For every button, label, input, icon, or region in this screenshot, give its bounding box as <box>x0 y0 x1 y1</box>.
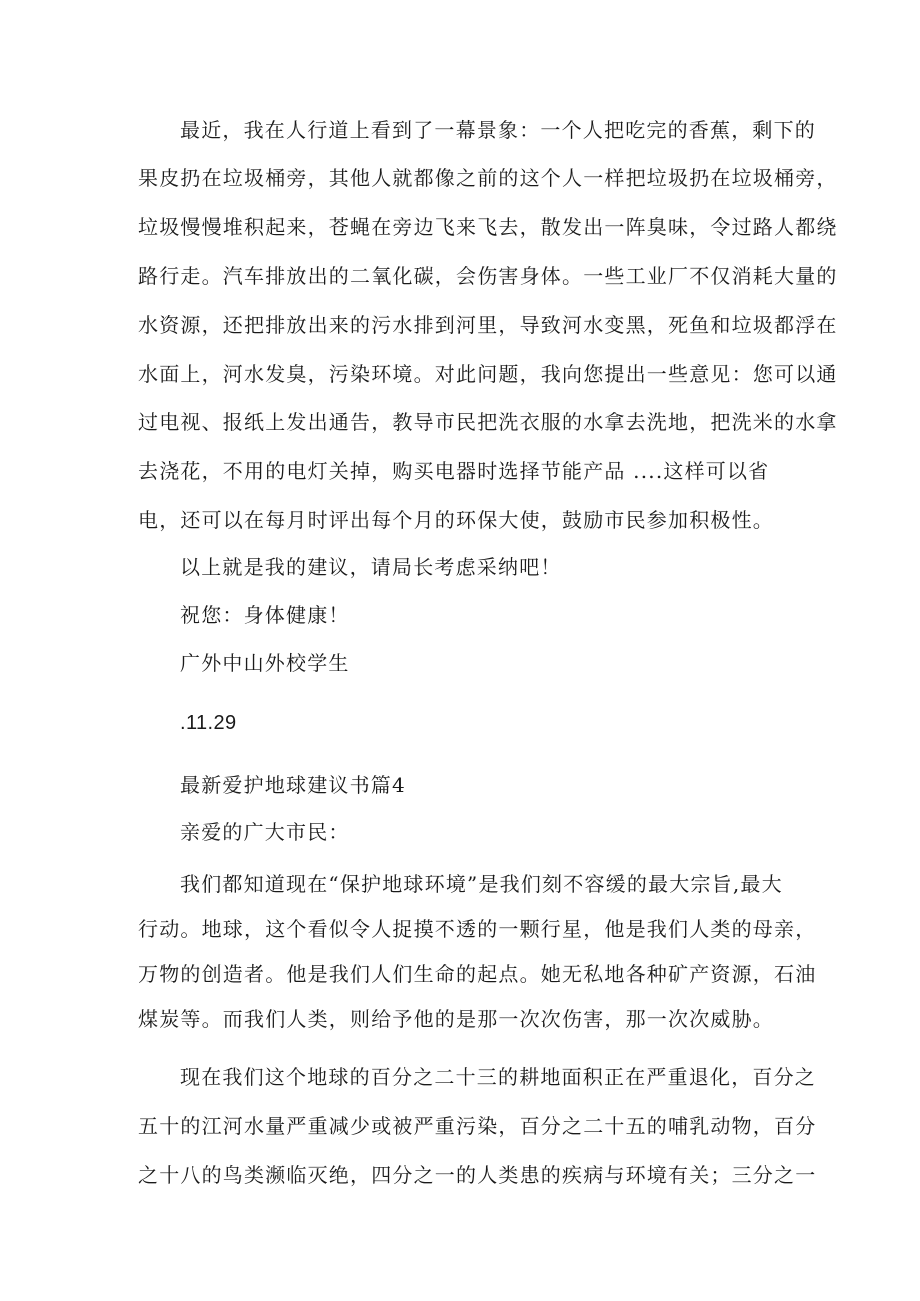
paragraph-line: 水面上，河水发臭，污染环境。对此问题，我向您提出一些意见：您可以通 <box>138 362 838 386</box>
paragraph-line: 果皮扔在垃圾桶旁，其他人就都像之前的这个人一样把垃圾扔在垃圾桶旁， <box>138 166 838 190</box>
paragraph-line: 万物的创造者。他是我们人们生命的起点。她无私地各种矿产资源，石油 <box>138 962 817 986</box>
paragraph-line: 过电视、报纸上发出通告，教导市民把洗衣服的水拿去洗地，把洗米的水拿 <box>138 410 838 434</box>
paragraph-line: 路行走。汽车排放出的二氧化碳，会伤害身体。一些工业厂不仅消耗大量的 <box>138 264 838 288</box>
paragraph-line: 最近，我在人行道上看到了一幕景象：一个人把吃完的香蕉，剩下的 <box>180 118 816 142</box>
paragraph-line: 电，还可以在每月时评出每个月的环保大使，鼓励市民参加积极性。 <box>138 508 774 532</box>
paragraph-line: 行动。地球，这个看似令人捉摸不透的一颗行星，他是我们人类的母亲， <box>138 917 817 941</box>
paragraph-line: 去浇花，不用的电灯关掉，购买电器时选择节能产品 ....这样可以省 <box>138 459 770 483</box>
paragraph-line: 垃圾慢慢堆积起来，苍蝇在旁边飞来飞去，散发出一阵臭味，令过路人都绕 <box>138 215 838 239</box>
paragraph-line: 水资源，还把排放出来的污水排到河里，导致河水变黑，死鱼和垃圾都浮在 <box>138 313 838 337</box>
paragraph-line: 煤炭等。而我们人类，则给予他的是那一次次伤害，那一次次威胁。 <box>138 1007 774 1031</box>
closing-line: 以上就是我的建议，请局长考虑采纳吧！ <box>180 555 562 579</box>
paragraph-line: 现在我们这个地球的百分之二十三的耕地面积正在严重退化，百分之 <box>180 1065 816 1089</box>
section-title: 最新爱护地球建议书篇4 <box>180 773 406 797</box>
date-line: .11.29 <box>180 712 237 734</box>
paragraph-line: 我们都知道现在“保护地球环境”是我们刻不容缓的最大宗旨,最大 <box>180 872 783 896</box>
paragraph-line: 五十的江河水量严重减少或被严重污染，百分之二十五的哺乳动物，百分 <box>138 1114 817 1138</box>
paragraph-line: 之十八的鸟类濒临灭绝，四分之一的人类患的疾病与环境有关；三分之一 <box>138 1163 817 1187</box>
signature-line: 广外中山外校学生 <box>180 651 350 675</box>
wish-line: 祝您：身体健康！ <box>180 603 350 627</box>
salutation-line: 亲爱的广大市民： <box>180 820 350 844</box>
